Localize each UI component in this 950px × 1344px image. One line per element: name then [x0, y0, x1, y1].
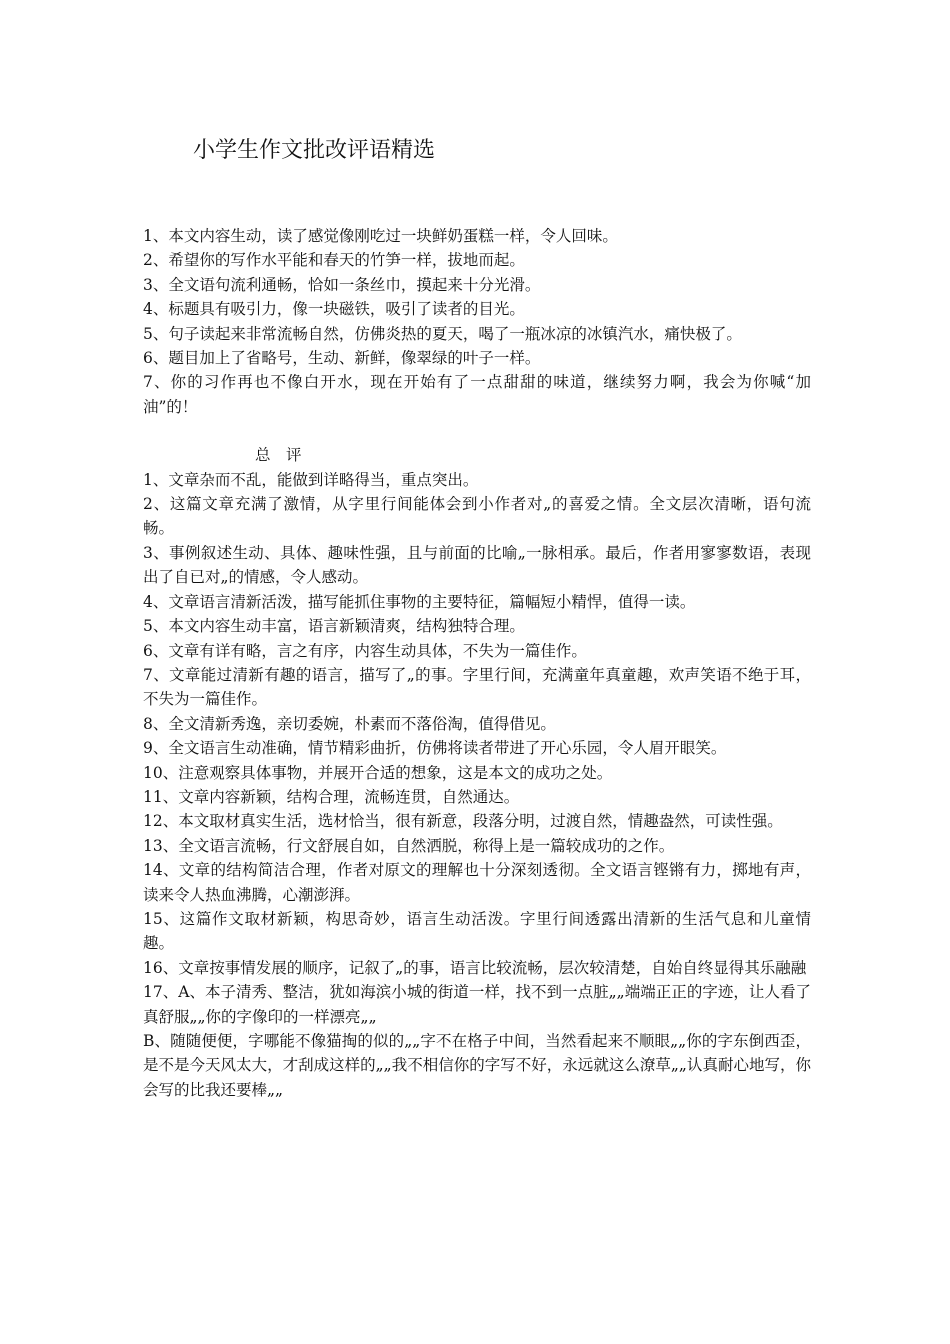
summary-item: 5、本文内容生动丰富，语言新颖清爽，结构独特合理。: [143, 617, 525, 636]
document-body: [143, 224, 811, 1102]
summary-item: 2、这篇文章充满了激情，从字里行间能体会到小作者对„的喜爱之情。全文层次清晰，语句流畅。: [143, 495, 811, 538]
summary-item: 3、事例叙述生动、具体、趣味性强，且与前面的比喻„一脉相承。最后，作者用寥寥数语，表现出了自已对„的情感，令人感动。: [143, 543, 811, 587]
comment-item: 3、全文语句流利通畅，恰如一条丝巾，摸起来十分光滑。: [143, 275, 541, 294]
summary-item: 8、全文清新秀逸，亲切委婉，朴素而不落俗淘，值得借见。: [143, 714, 556, 733]
document-title: 小学生作文批改评语精选: [193, 138, 436, 163]
comment-item: 7、你的习作再也不像白开水，现在开始有了一点甜甜的味道，继续努力啊，我会为你喊“加油”的！: [143, 373, 811, 416]
comment-item: 5、句子读起来非常流畅自然，仿佛炎热的夏天，喝了一瓶冰凉的冰镇汽水，痛快极了。: [143, 324, 742, 343]
summary-item: 14、文章的结构简洁合理，作者对原文的理解也十分深刻透彻。全文语言铿锵有力，掷地有声，读来令人热血沸腾，心潮澎湃。: [143, 861, 811, 904]
summary-item: 16、文章按事情发展的顺序，记叙了„的事，语言比较流畅，层次较清楚，自始自终显得其乐融融: [143, 958, 807, 977]
summary-item: 4、文章语言清新活泼，描写能抓住事物的主要特征，篇幅短小精悍，值得一读。: [143, 592, 696, 611]
summary-item: 10、注意观察具体事物，并展开合适的想象，这是本文的成功之处。: [143, 763, 613, 782]
summary-item: 13、全文语言流畅，行文舒展自如，自然洒脱，称得上是一篇较成功的之作。: [143, 836, 675, 855]
summary-item: 17、A、本子清秀、整洁，犹如海滨小城的街道一样，找不到一点脏„„端端正正的字迹，让人看了真舒服„„你的字像印的一样漂亮„„: [143, 983, 811, 1026]
summary-item: 1、文章杂而不乱，能做到详略得当，重点突出。: [143, 470, 479, 489]
summary-item: 7、文章能过清新有趣的语言，描写了„的事。字里行间，充满童年真童趣，欢声笑语不绝于耳，不失为一篇佳作。: [143, 665, 811, 709]
comment-item: 1、本文内容生动，读了感觉像刚吃过一块鲜奶蛋糕一样，令人回味。: [143, 227, 618, 245]
summary-item: 15、这篇作文取材新颖，构思奇妙，语言生动活泼。字里行间透露出清新的生活气息和儿童情趣。: [143, 909, 811, 953]
summary-item: 9、全文语言生动准确，情节精彩曲折，仿佛将读者带进了开心乐园，令人眉开眼笑。: [143, 739, 727, 758]
comment-item: 4、标题具有吸引力，像一块磁铁，吸引了读者的目光。: [143, 300, 525, 319]
summary-item: 6、文章有详有略，言之有序，内容生动具体，不失为一篇佳作。: [143, 641, 587, 660]
summary-item: B、随随便便，字哪能不像猫掏的似的„„字不在格子中间，当然看起来不顺眼„„你的字东倒西歪，是不是今天风太大，才刮成这样的„„我不相信你的字写不好，永远就这么潦草„„认真耐心地写，你会写的比我还要棒„„: [143, 1032, 811, 1099]
summary-item: 12、本文取材真实生活，选材恰当，很有新意，段落分明，过渡自然，情趣盎然，可读性强。: [143, 812, 783, 831]
summary-item: 11、文章内容新颖，结构合理，流畅连贯，自然通达。: [143, 787, 520, 806]
section-heading-summary: 总 评: [255, 446, 302, 465]
comment-item: 2、希望你的写作水平能和春天的竹笋一样，拔地而起。: [143, 251, 525, 270]
section-gap: [143, 419, 811, 443]
comment-item: 6、题目加上了省略号，生动、新鲜，像翠绿的叶子一样。: [143, 349, 541, 368]
